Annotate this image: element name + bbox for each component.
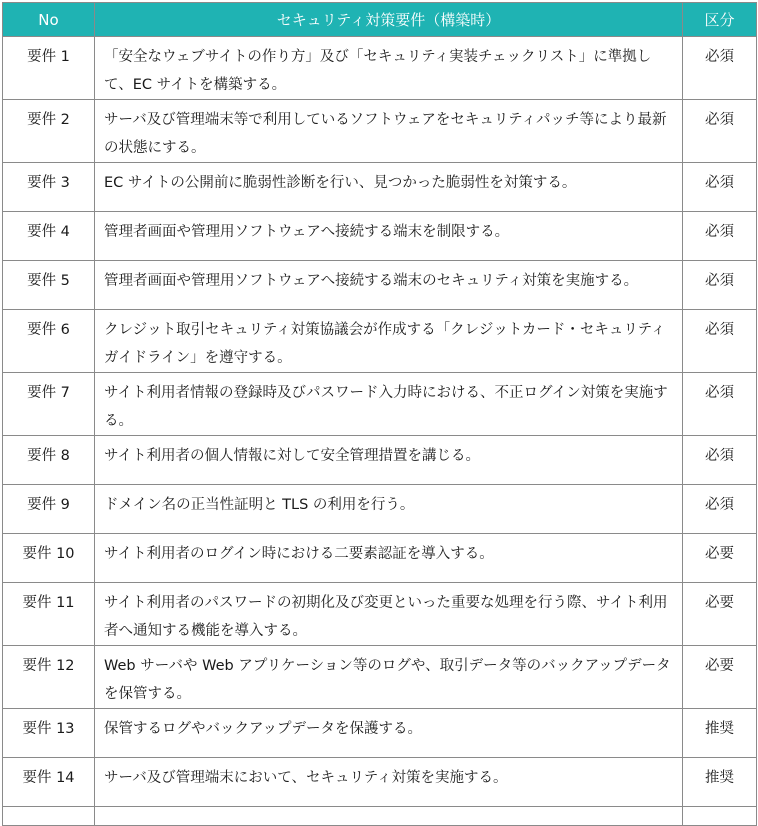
row-category: 推奨 bbox=[683, 758, 757, 807]
row-no: 要件 14 bbox=[3, 758, 95, 807]
table-row bbox=[3, 212, 757, 261]
table-row bbox=[3, 709, 757, 758]
row-category: 必須 bbox=[683, 163, 757, 212]
row-category: 必要 bbox=[683, 646, 757, 709]
row-category: 推奨 bbox=[683, 709, 757, 758]
table-row bbox=[3, 534, 757, 583]
header-no: No bbox=[3, 3, 95, 37]
row-requirement: サイト利用者のパスワードの初期化及び変更といった重要な処理を行う際、サイト利用者へ通知する機能を導入する。 bbox=[95, 583, 683, 646]
row-category: 必須 bbox=[683, 261, 757, 310]
row-no: 要件 8 bbox=[3, 436, 95, 485]
row-category: 必要 bbox=[683, 534, 757, 583]
row-category: 必須 bbox=[683, 436, 757, 485]
row-requirement: 「安全なウェブサイトの作り方」及び「セキュリティ実装チェックリスト」に準拠して、EC サイトを構築する。 bbox=[95, 37, 683, 100]
table-row bbox=[3, 436, 757, 485]
row-no: 要件 9 bbox=[3, 485, 95, 534]
row-no: 要件 4 bbox=[3, 212, 95, 261]
row-no: 要件 6 bbox=[3, 310, 95, 373]
row-no: 要件 7 bbox=[3, 373, 95, 436]
table-row bbox=[3, 100, 757, 163]
row-requirement: Web サーバや Web アプリケーション等のログや、取引データ等のバックアップデータを保管する。 bbox=[95, 646, 683, 709]
table-row bbox=[3, 583, 757, 646]
row-category: 必須 bbox=[683, 373, 757, 436]
row-category: 必須 bbox=[683, 100, 757, 163]
cutoff-cell bbox=[95, 807, 683, 826]
row-no: 要件 1 bbox=[3, 37, 95, 100]
row-requirement: サーバ及び管理端末において、セキュリティ対策を実施する。 bbox=[95, 758, 683, 807]
row-no: 要件 11 bbox=[3, 583, 95, 646]
row-no: 要件 12 bbox=[3, 646, 95, 709]
row-category: 必要 bbox=[683, 583, 757, 646]
row-requirement: サイト利用者の個人情報に対して安全管理措置を講じる。 bbox=[95, 436, 683, 485]
row-requirement: サーバ及び管理端末等で利用しているソフトウェアをセキュリティパッチ等により最新の状態にする。 bbox=[95, 100, 683, 163]
header-requirement: セキュリティ対策要件（構築時） bbox=[95, 3, 683, 37]
row-category: 必須 bbox=[683, 212, 757, 261]
table-row-cutoff bbox=[3, 807, 757, 826]
cutoff-cell bbox=[3, 807, 95, 826]
row-requirement: 管理者画面や管理用ソフトウェアへ接続する端末を制限する。 bbox=[95, 212, 683, 261]
header-row bbox=[3, 3, 757, 37]
row-requirement: 保管するログやバックアップデータを保護する。 bbox=[95, 709, 683, 758]
security-requirements-table bbox=[2, 2, 757, 826]
table-row bbox=[3, 163, 757, 212]
table-row bbox=[3, 37, 757, 100]
table-row bbox=[3, 310, 757, 373]
row-category: 必須 bbox=[683, 37, 757, 100]
table-row bbox=[3, 485, 757, 534]
header-category: 区分 bbox=[683, 3, 757, 37]
table-row bbox=[3, 373, 757, 436]
row-requirement: EC サイトの公開前に脆弱性診断を行い、見つかった脆弱性を対策する。 bbox=[95, 163, 683, 212]
table-row bbox=[3, 758, 757, 807]
row-requirement: ドメイン名の正当性証明と TLS の利用を行う。 bbox=[95, 485, 683, 534]
row-requirement: クレジット取引セキュリティ対策協議会が作成する「クレジットカード・セキュリティガイドライン」を遵守する。 bbox=[95, 310, 683, 373]
row-requirement: サイト利用者情報の登録時及びパスワード入力時における、不正ログイン対策を実施する。 bbox=[95, 373, 683, 436]
row-requirement: サイト利用者のログイン時における二要素認証を導入する。 bbox=[95, 534, 683, 583]
cutoff-cell bbox=[683, 807, 757, 826]
row-no: 要件 2 bbox=[3, 100, 95, 163]
row-no: 要件 3 bbox=[3, 163, 95, 212]
row-no: 要件 10 bbox=[3, 534, 95, 583]
row-category: 必須 bbox=[683, 485, 757, 534]
row-no: 要件 13 bbox=[3, 709, 95, 758]
row-requirement: 管理者画面や管理用ソフトウェアへ接続する端末のセキュリティ対策を実施する。 bbox=[95, 261, 683, 310]
table-row bbox=[3, 646, 757, 709]
table-row bbox=[3, 261, 757, 310]
row-category: 必須 bbox=[683, 310, 757, 373]
row-no: 要件 5 bbox=[3, 261, 95, 310]
